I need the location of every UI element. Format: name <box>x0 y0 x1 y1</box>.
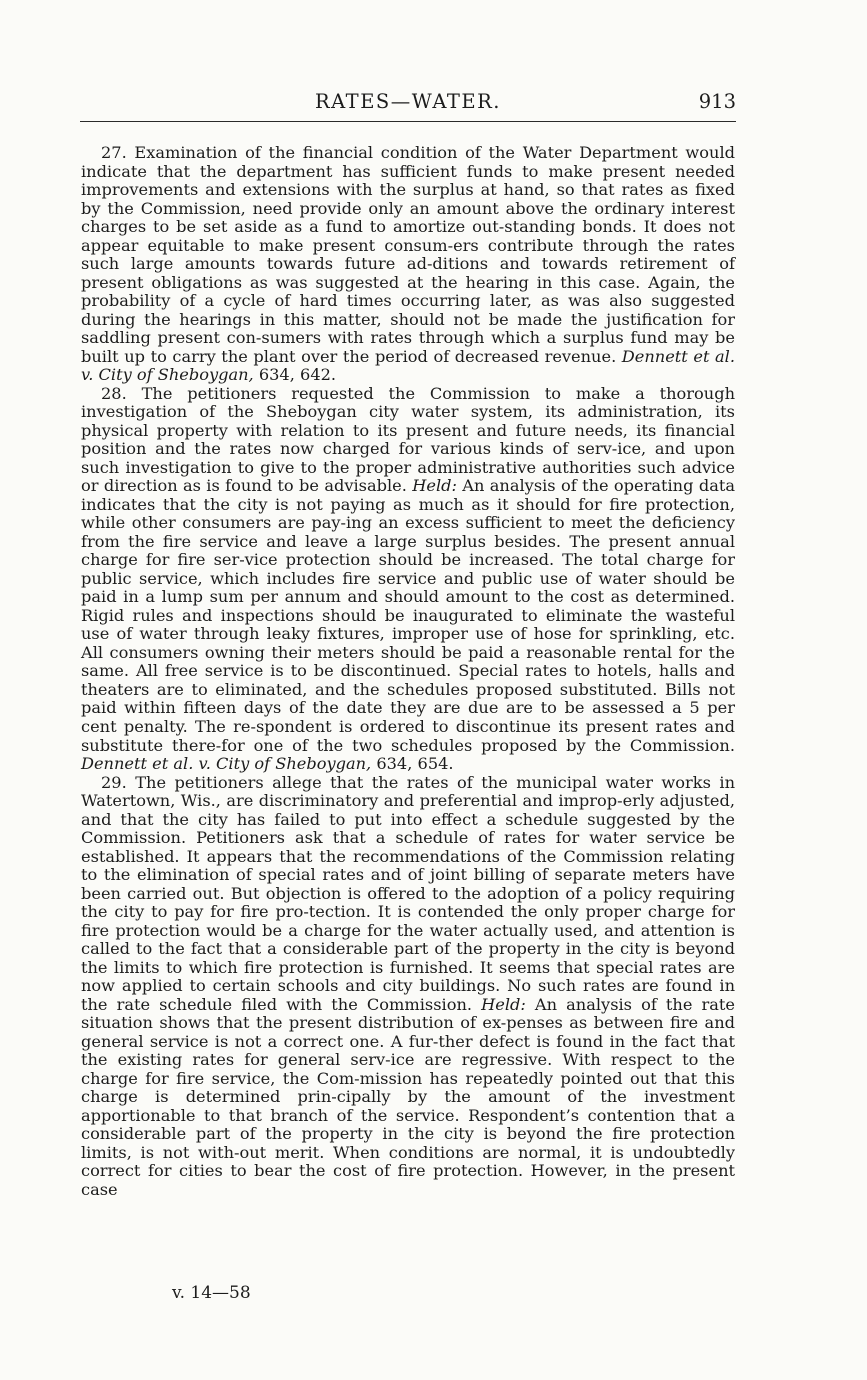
citation-pages: 634, 642. <box>253 365 337 385</box>
paragraph-text: An analysis of the operating data indicates that the city is not paying as much as it should for fire protection, while other consumers are pay-ing an excess sufficient to meet the deficiency from the fire service and leave a large surplus besides. The present annual charge for fire ser-vice protection should be increased. The total charge for public service, which includes fire service and public use of water should be paid in a lump sum per annum and should amount to the cost as determined. Rigid rules and inspections should be inaugurated to eliminate the wasteful use of water through leaky fixtures, improper use of hose for sprinkling, etc. All consumers owning their meters should be paid a reasonable rental for the same. All free service is to be discontinued. Special rates to hotels, halls and theaters are to eliminated, and the schedules proposed substituted. Bills not paid within fifteen days of the date they are due are to be assessed a 5 per cent penalty. The re-spondent is ordered to discontinue its present rates and substitute there-for one of the two schedules proposed by the Commission. <box>81 476 735 755</box>
paragraph-28 <box>81 385 735 774</box>
citation-case-name: Dennett et al. v. City of Sheboygan, <box>81 346 735 385</box>
page-number: 913 <box>698 90 736 113</box>
paragraph-text: 29. The petitioners allege that the rates of the municipal water works in Watertown, Wis., are discriminatory and preferential and improp-erly adjusted, and that the city has failed to put into effect a schedule suggested by the Commission. Petitioners ask that a schedule of rates for water service be established. It appears that the recommendations of the Commission relating to the elimination of special rates and of joint billing of separate meters have been carried out. But objection is offered to the adoption of a policy requiring the city to pay for fire pro-tection. It is contended the only proper charge for fire protection would be a charge for the water actually used, and attention is called to the fact that a considerable part of the property in the city is beyond the limits to which fire protection is furnished. It seems that special rates are now applied to certain schools and city buildings. No such rates are found in the rate schedule filed with the Commission. <box>81 772 735 1014</box>
citation-pages: 634, 654. <box>371 754 454 774</box>
body-text <box>81 144 735 1199</box>
held-label: Held: <box>412 476 457 496</box>
running-title: RATES—WATER. <box>314 90 501 113</box>
signature-mark: v. 14—58 <box>172 1283 251 1303</box>
paragraph-27 <box>81 144 735 385</box>
header-rule <box>80 121 736 122</box>
paragraph-text: 27. Examination of the financial condition of the Water Department would indicate that the department has sufficient funds to make present needed improvements and extensions with the surplus at hand, so that rates as fixed by the Commission, need provide only an amount above the ordinary interest charges to be set aside as a fund to amortize out-standing bonds. It does not appear equitable to make present consum-ers contribute through the rates such large amounts towards future ad-ditions and towards retirement of present obligations as was suggested at the hearing in this case. Again, the probability of a cycle of hard times occurring later, as was also suggested during the hearings in this matter, should not be made the justification for saddling present con-sumers with rates through which a surplus fund may be built up to carry the plant over the period of decreased revenue. <box>81 143 735 366</box>
held-label: Held: <box>481 994 526 1014</box>
citation-case-name: Dennett et al. v. City of Sheboygan, <box>81 754 372 774</box>
paragraph-29 <box>81 774 735 1200</box>
paragraph-text: An analysis of the rate situation shows that the present distribution of ex-penses as between fire and general service is not a correct one. A fur-ther defect is found in the fact that the existing rates for general serv-ice are regressive. With respect to the charge for fire service, the Com-mission has repeatedly pointed out that this charge is determined prin-cipally by the amount of the investment apportionable to that branch of the service. Respondent’s contention that a considerable part of the property in the city is beyond the fire protection limits, is not with-out merit. When conditions are normal, it is undoubtedly correct for cities to bear the cost of fire protection. However, in the present case <box>81 994 736 1199</box>
paragraph-text: 28. The petitioners requested the Commission to make a thorough investigation of the Sheboygan city water system, its administration, its physical property with relation to its present and future needs, its financial position and the rates now charged for various kinds of serv-ice, and upon such investigation to give to the proper administrative authorities such advice or direction as is found to be advisable. <box>81 383 735 496</box>
running-head <box>80 90 736 120</box>
